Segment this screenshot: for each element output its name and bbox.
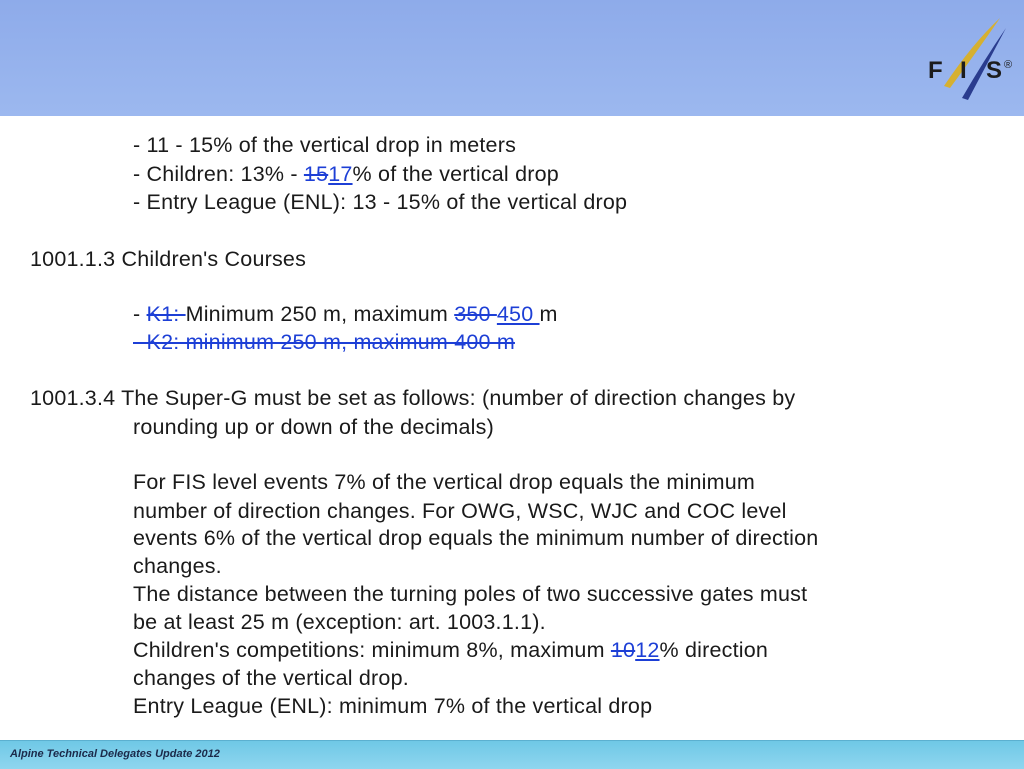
inserted-text: 17 — [328, 162, 353, 186]
deleted-text: 15 — [303, 162, 329, 186]
text-line-3: - Entry League (ENL): 13 - 15% of the vertical drop — [133, 190, 628, 214]
footer-bar — [0, 740, 1024, 769]
text-segment: % of the vertical drop — [352, 162, 559, 186]
text-line-8: rounding up or down of the decimals) — [133, 415, 494, 439]
logo-registered-mark: ® — [1004, 59, 1013, 71]
text-segment: Minimum 250 m, maximum — [185, 302, 455, 326]
logo-letter-s: S — [986, 57, 1003, 84]
text-line-5 — [133, 302, 558, 327]
text-line-9: For FIS level events 7% of the vertical drop equals the minimum — [133, 470, 756, 494]
section-heading-1001-3-4: 1001.3.4 The Super-G must be set as follows: (number of direction changes by — [30, 386, 796, 410]
text-line-11: events 6% of the vertical drop equals the minimum number of direction — [133, 526, 819, 550]
text-line-15 — [133, 638, 768, 663]
text-line-16: changes of the vertical drop. — [133, 666, 409, 690]
inserted-text: 12 — [635, 638, 660, 662]
text-segment: Children's competitions: minimum 8%, maximum — [133, 638, 611, 662]
text-line-17: Entry League (ENL): minimum 7% of the vertical drop — [133, 694, 653, 718]
deleted-text: K1: — [146, 302, 186, 326]
inserted-text: 450 — [496, 302, 540, 326]
text-segment: - Children: 13% - — [133, 162, 304, 186]
text-line-12: changes. — [133, 554, 222, 578]
logo-letter-f: F — [928, 57, 943, 84]
text-line-14: be at least 25 m (exception: art. 1003.1.1). — [133, 610, 546, 634]
text-segment: - — [133, 302, 147, 326]
text-line-1: - 11 - 15% of the vertical drop in meters — [133, 133, 517, 157]
text-line-2 — [133, 162, 559, 187]
text-line-10: number of direction changes. For OWG, WSC, WJC and COC level — [133, 499, 787, 523]
fis-logo — [922, 14, 1018, 104]
deleted-text: 350 — [454, 302, 497, 326]
footer-title: Alpine Technical Delegates Update 2012 — [10, 748, 220, 760]
logo-letter-i: I — [960, 57, 967, 84]
text-line-13: The distance between the turning poles of two successive gates must — [133, 582, 808, 606]
header-bar — [0, 0, 1024, 116]
text-line-6 — [133, 330, 515, 355]
slide-content — [0, 116, 1024, 740]
section-heading-1001-1-3: 1001.1.3 Children's Courses — [30, 247, 307, 271]
text-segment: % direction — [659, 638, 769, 662]
deleted-text: 10 — [610, 638, 636, 662]
deleted-text: - K2: minimum 250 m, maximum 400 m — [133, 330, 515, 354]
text-segment: m — [539, 302, 558, 326]
